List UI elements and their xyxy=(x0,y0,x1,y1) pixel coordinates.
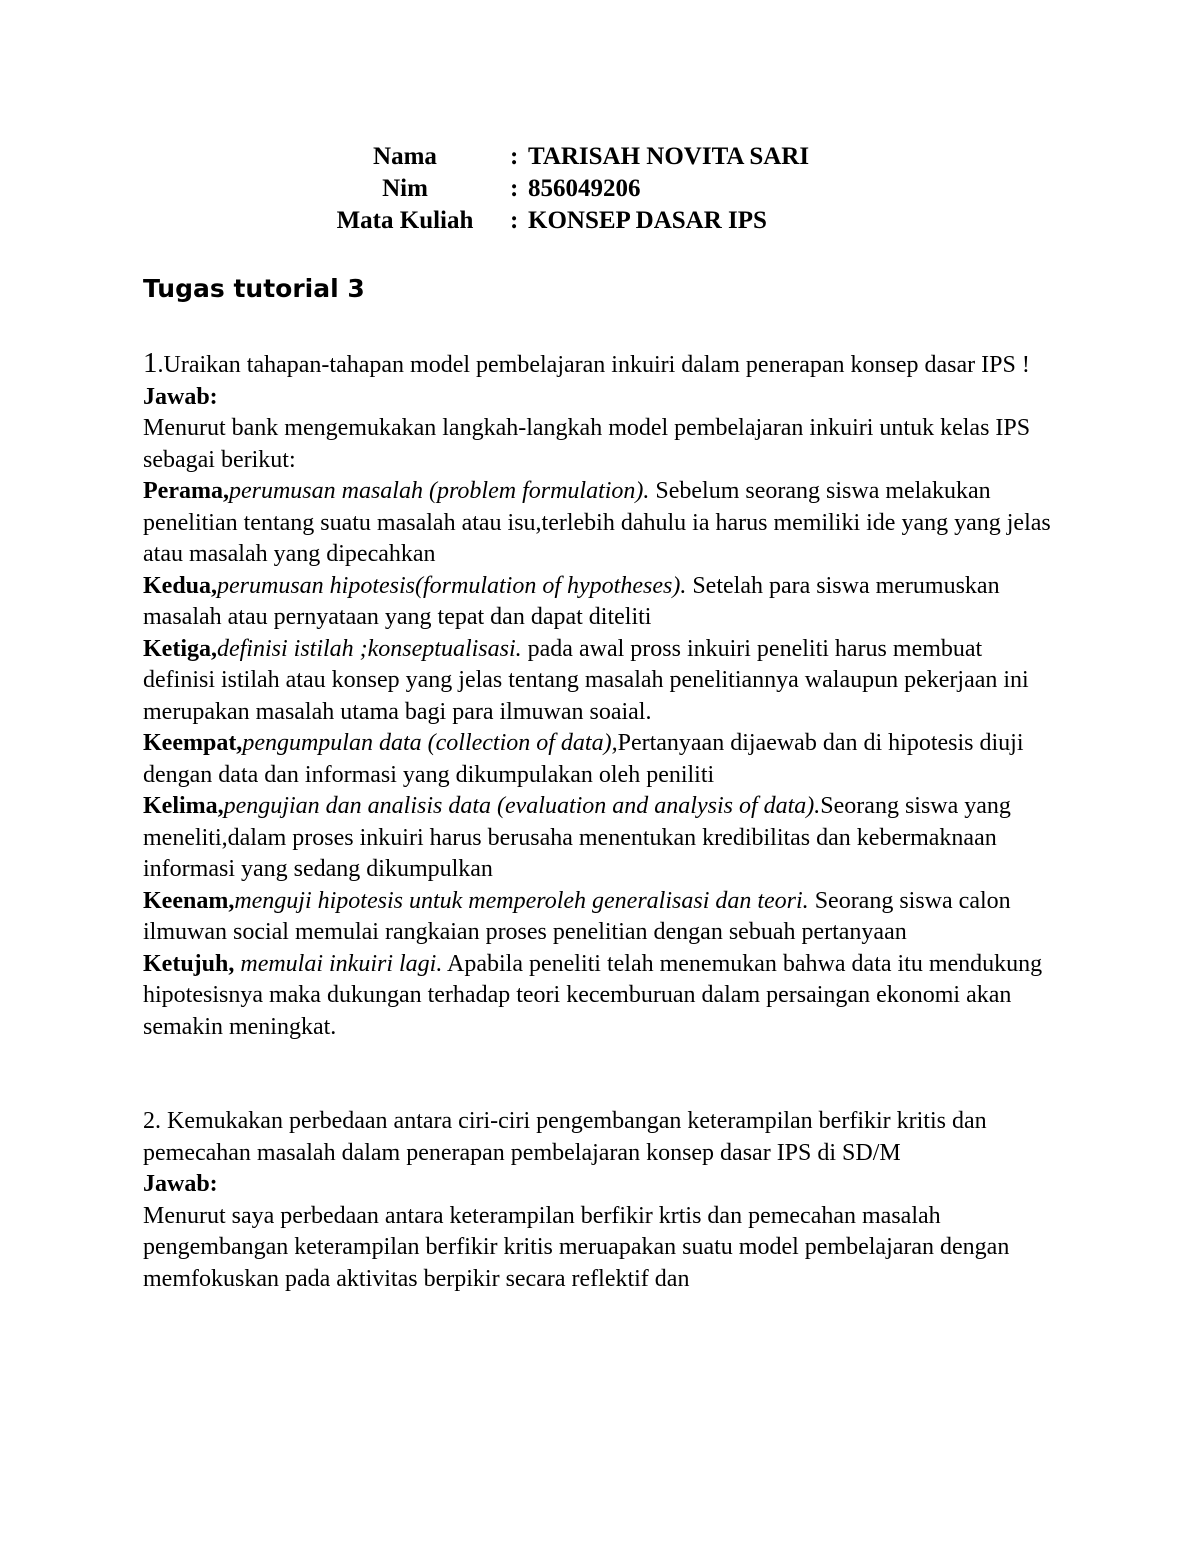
question-2-answer-label: Jawab: xyxy=(143,1171,218,1197)
step-7-label: Ketujuh, xyxy=(143,950,235,977)
question-2-text: 2. Kemukakan perbedaan antara ciri-ciri pengembangan keterampilan berfikir kritis dan pemecahan masalah dalam penerapan pembelajaran konsep dasar IPS di SD/M xyxy=(143,1108,987,1166)
step-6-term: menguji hipotesis untuk memperoleh generalisasi dan teori. xyxy=(234,887,809,914)
step-7-term: memulai inkuiri lagi. xyxy=(234,950,443,977)
question-1-intro: Menurut bank mengemukakan langkah-langkah model pembelajaran inkuiri untuk kelas IPS sebagai berikut: xyxy=(143,415,1031,473)
step-5 xyxy=(143,791,1058,886)
identity-row-nim xyxy=(300,173,940,205)
step-4-text: Pertanyaan dijaewab dan di hipotesis diuji dengan data dan informasi yang dikumpulakan oleh peniliti xyxy=(143,730,1024,788)
step-4-term: pengumpulan data (collection of data), xyxy=(242,730,618,756)
page-title: Tugas tutorial 3 xyxy=(143,274,365,303)
step-3 xyxy=(143,634,1058,729)
step-2-text: Setelah para siswa merumuskan masalah atau pernyataan yang tepat dan dapat diteliti xyxy=(143,572,1000,630)
step-3-term: definisi istilah ;konseptualisasi. xyxy=(216,635,522,662)
identity-row-mata-kuliah xyxy=(300,205,940,237)
step-7-text: Apabila peneliti telah menemukan bahwa data itu mendukung hipotesisnya maka dukungan terhadap teori kecemburuan dalam persaingan ekonomi akan semakin meningkat. xyxy=(143,950,1043,1040)
question-2-answer: Menurut saya perbedaan antara keterampilan berfikir krtis dan pemecahan masalah pengembangan keterampilan berfikir kritis meruapakan suatu model pembelajaran dengan memfokuskan pada aktivitas berpikir secara reflektif dan xyxy=(143,1202,1010,1292)
step-2 xyxy=(143,571,1058,634)
step-1-text: Sebelum seorang siswa melakukan penelitian tentang suatu masalah atau isu,terlebih dahulu ia harus memiliki ide yang yang jelas atau masalah yang dipecahkan xyxy=(143,478,1051,567)
step-6 xyxy=(143,886,1058,949)
question-1-text: .Uraikan tahapan-tahapan model pembelajaran inkuiri dalam penerapan konsep dasar IPS ! xyxy=(157,352,1030,378)
section-spacer xyxy=(143,1043,1058,1106)
step-3-label: Ketiga, xyxy=(143,635,217,662)
step-5-label: Kelima, xyxy=(143,793,224,819)
question-1-number: 1 xyxy=(143,347,158,379)
step-7 xyxy=(143,949,1058,1044)
mata-kuliah-separator: : xyxy=(510,207,519,234)
step-1-label: Perama, xyxy=(143,478,229,504)
step-3-text: pada awal pross inkuiri peneliti harus membuat definisi istilah atau konsep yang jelas tentang masalah penelitiannya walaupun pekerjaan ini merupakan masalah utama bagi para ilmuwan soaial. xyxy=(143,635,1029,725)
step-5-term: pengujian dan analisis data (evaluation and analysis of data). xyxy=(223,793,821,819)
step-1 xyxy=(143,476,1058,571)
identity-row-nama xyxy=(300,141,940,173)
question-1 xyxy=(143,348,1058,382)
nim-label: Nim xyxy=(382,175,428,202)
step-4 xyxy=(143,728,1058,791)
question-1-answer-label: Jawab: xyxy=(143,383,218,410)
nama-label: Nama xyxy=(373,143,437,170)
step-6-text: Seorang siswa calon ilmuwan social memulai rangkaian proses penelitian dengan sebuah pertanyaan xyxy=(143,887,1011,945)
step-6-label: Keenam, xyxy=(143,887,235,914)
step-2-label: Kedua, xyxy=(143,572,218,599)
step-1-term: perumusan masalah (problem formulation). xyxy=(228,478,650,504)
nim-value: 856049206 xyxy=(528,175,641,202)
nama-separator: : xyxy=(510,143,519,170)
nama-value: TARISAH NOVITA SARI xyxy=(528,143,810,170)
step-2-term: perumusan hipotesis(formulation of hypotheses). xyxy=(217,572,687,599)
step-4-label: Keempat, xyxy=(143,730,243,756)
nim-separator: : xyxy=(510,175,519,202)
identity-block xyxy=(300,141,940,237)
mata-kuliah-label: Mata Kuliah xyxy=(336,207,474,234)
step-5-text: Seorang siswa yang meneliti,dalam proses inkuiri harus berusaha menentukan kredibilitas dan kebermaknaan informasi yang sedang dikumpulkan xyxy=(143,793,1011,882)
mata-kuliah-value: KONSEP DASAR IPS xyxy=(528,207,767,234)
document-body xyxy=(143,348,1058,1295)
